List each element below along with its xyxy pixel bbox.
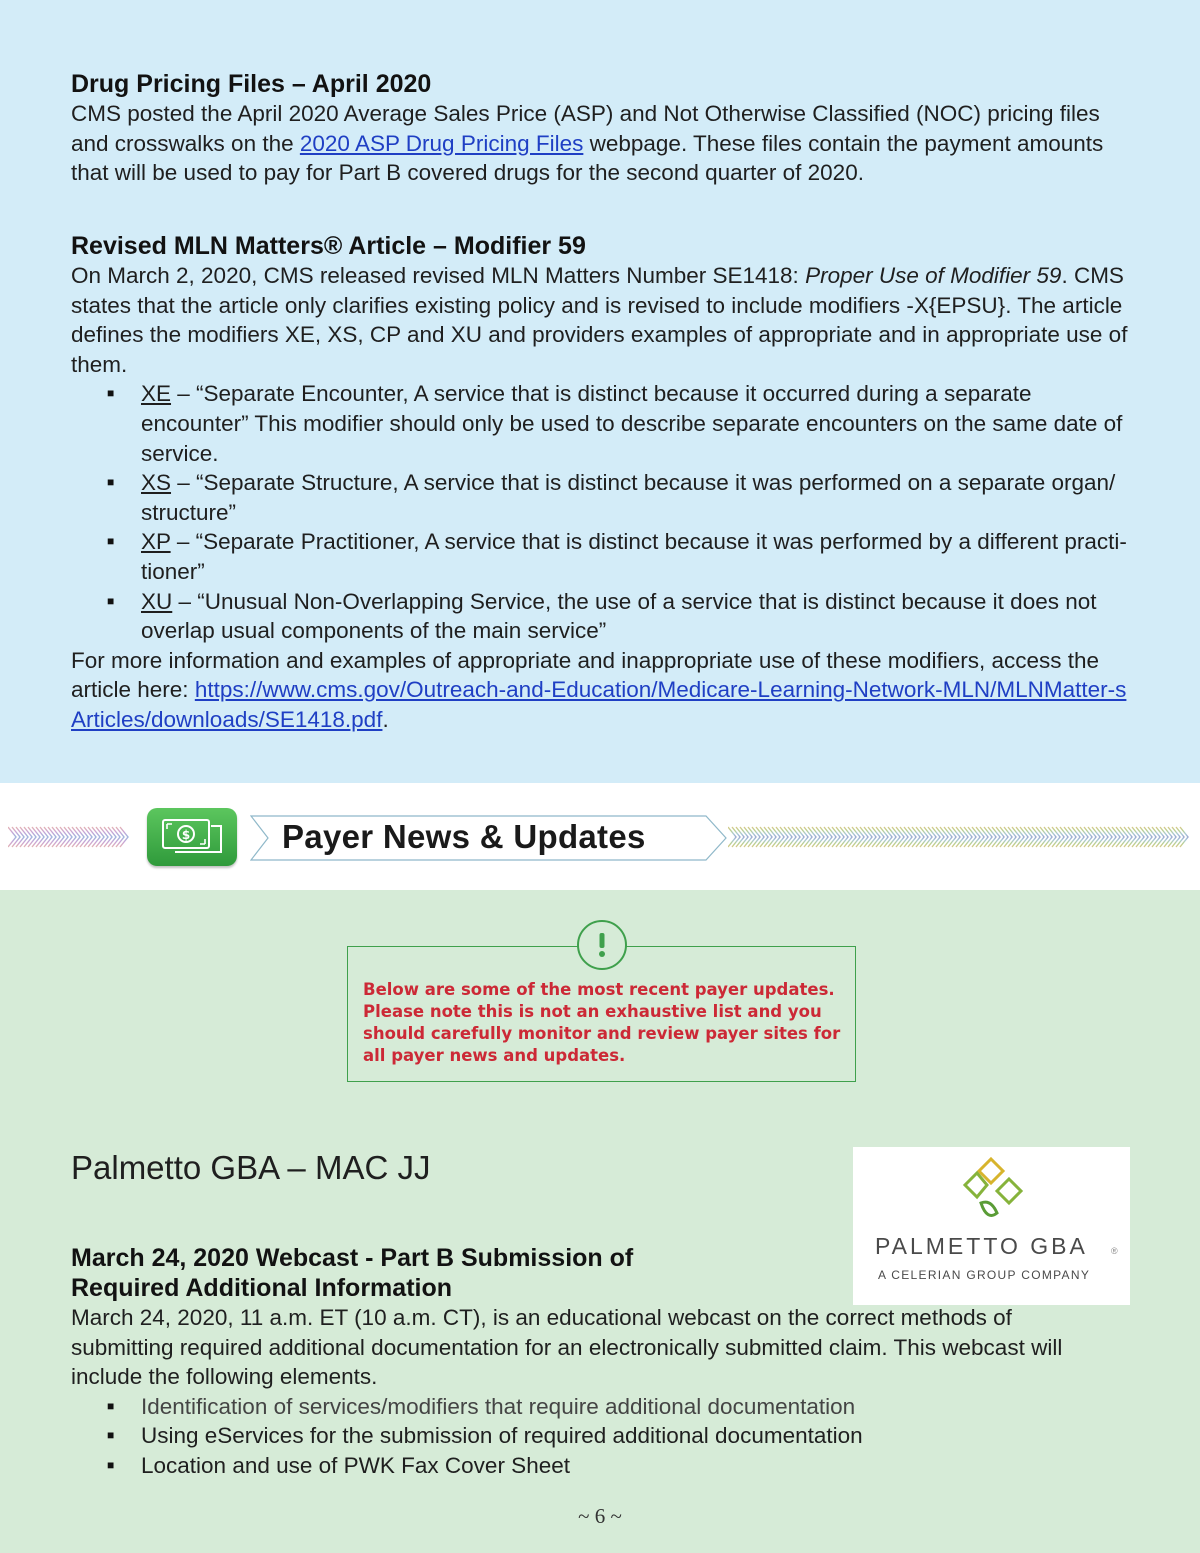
- se1418-pdf-link[interactable]: https://www.cms.gov/Outreach-and-Education/Medicare-Learning-Network-MLN/MLNMatter-sArticles/downloads/SE1418.pdf: [71, 677, 1127, 732]
- palmetto-logo: [853, 1147, 1130, 1305]
- modifier-list: [71, 379, 1131, 645]
- list-item-text: – “Separate Structure, A service that is distinct because it was performed on a separate organ/ structure”: [141, 470, 1116, 525]
- notice-text: Below are some of the most recent payer updates. Please note this is not an exhaustive list and you should carefully monitor and review payer sites for all payer news and updates.: [363, 980, 841, 1065]
- logo-registered: ®: [1111, 1246, 1118, 1256]
- list-item: ■ Location and use of PWK Fax Cover Sheet: [71, 1451, 1131, 1481]
- subheading-line: March 24, 2020 Webcast - Part B Submission of: [71, 1244, 634, 1272]
- drug-pricing-paragraph: [71, 99, 1131, 188]
- subheading-line: Required Additional Information: [71, 1274, 453, 1302]
- paragraph-text: webpage. These files contain the payment amounts that will be used to pay for Part B covered drugs for the second quarter of 2020.: [71, 130, 1104, 186]
- webcast-section: [71, 1303, 1131, 1481]
- list-item: [71, 587, 1131, 646]
- paragraph-text: For more information and examples of appropriate and inappropriate use of these modifiers, access the article here:: [71, 647, 1100, 703]
- page-number: ~ 6 ~: [578, 1504, 622, 1528]
- list-item: ■ Identification of services/modifiers that require additional documentation: [71, 1392, 1131, 1422]
- palmetto-heading: Palmetto GBA – MAC JJ: [71, 1149, 431, 1186]
- list-item-text: – “Unusual Non-Overlapping Service, the use of a service that is distinct because it does not overlap usual components of the main service”: [141, 588, 1097, 644]
- paragraph-text: . CMS states that the article only clarifies existing policy and is revised to include modifiers -X{EPSU}. The article defines the modifiers XE, XS, CP and XU and providers examples of appropriate and in appropriate use of them.: [71, 263, 1128, 377]
- more-info-paragraph: [71, 646, 1131, 735]
- money-icon: [147, 808, 237, 866]
- exclamation-icon: [577, 920, 627, 970]
- list-item-text: – “Separate Encounter, A service that is distinct because it occurred during a separate encounter” This modifier should only be used to describe separate encounters on the same date of service.: [141, 381, 1123, 466]
- list-item: [71, 468, 1131, 527]
- palmetto-logo-mark: [853, 1147, 1130, 1237]
- modifier-paragraph: [71, 261, 1131, 379]
- article-title: Proper Use of Modifier 59: [805, 263, 1062, 288]
- list-item: [71, 527, 1131, 586]
- webcast-subheading: [71, 1243, 831, 1303]
- list-item: [71, 379, 1131, 468]
- webcast-list: [71, 1392, 1131, 1481]
- section-heading: Revised MLN Matters® Article – Modifier 59: [71, 232, 586, 260]
- list-item: ■ Using eServices for the submission of required additional documentation: [71, 1421, 1131, 1451]
- asp-pricing-files-link[interactable]: 2020 ASP Drug Pricing Files: [299, 130, 584, 156]
- webcast-paragraph: March 24, 2020, 11 a.m. ET (10 a.m. CT), is an educational webcast on the correct methods of submitting required additional documentation for an electronically submitted claim. This webcast will include the following elements.: [71, 1305, 1063, 1390]
- chevron-stripes-left: [8, 826, 134, 848]
- list-item-text: – “Separate Practitioner, A service that is distinct because it was performed by a different practi- tioner”: [141, 529, 1127, 584]
- chevron-stripes-right: [728, 826, 1192, 848]
- section-heading: Drug Pricing Files – April 2020: [71, 70, 432, 98]
- paragraph-text: CMS posted the April 2020 Average Sales Price (ASP) and Not Otherwise Classified (NOC) pricing files and crosswalks on the: [71, 101, 1100, 156]
- banner-title: Payer News & Updates: [282, 818, 646, 855]
- logo-name: PALMETTO GBA: [875, 1233, 1088, 1259]
- svg-text:$: $: [181, 828, 191, 842]
- money-icon-graphic: [147, 808, 237, 866]
- drug-pricing-section: [71, 69, 1131, 188]
- modifier-code: XS: [141, 470, 172, 496]
- paragraph-text: .: [382, 706, 389, 732]
- exclamation-icon-graphic: [579, 922, 625, 968]
- paragraph-text: On March 2, 2020, CMS released revised MLN Matters Number SE1418:: [71, 263, 806, 288]
- modifier-section: [71, 231, 1131, 735]
- modifier-code: XP: [141, 529, 171, 555]
- modifier-code: XU: [141, 588, 173, 614]
- modifier-code: XE: [141, 381, 172, 407]
- logo-tagline: A CELERIAN GROUP COMPANY: [878, 1268, 1091, 1282]
